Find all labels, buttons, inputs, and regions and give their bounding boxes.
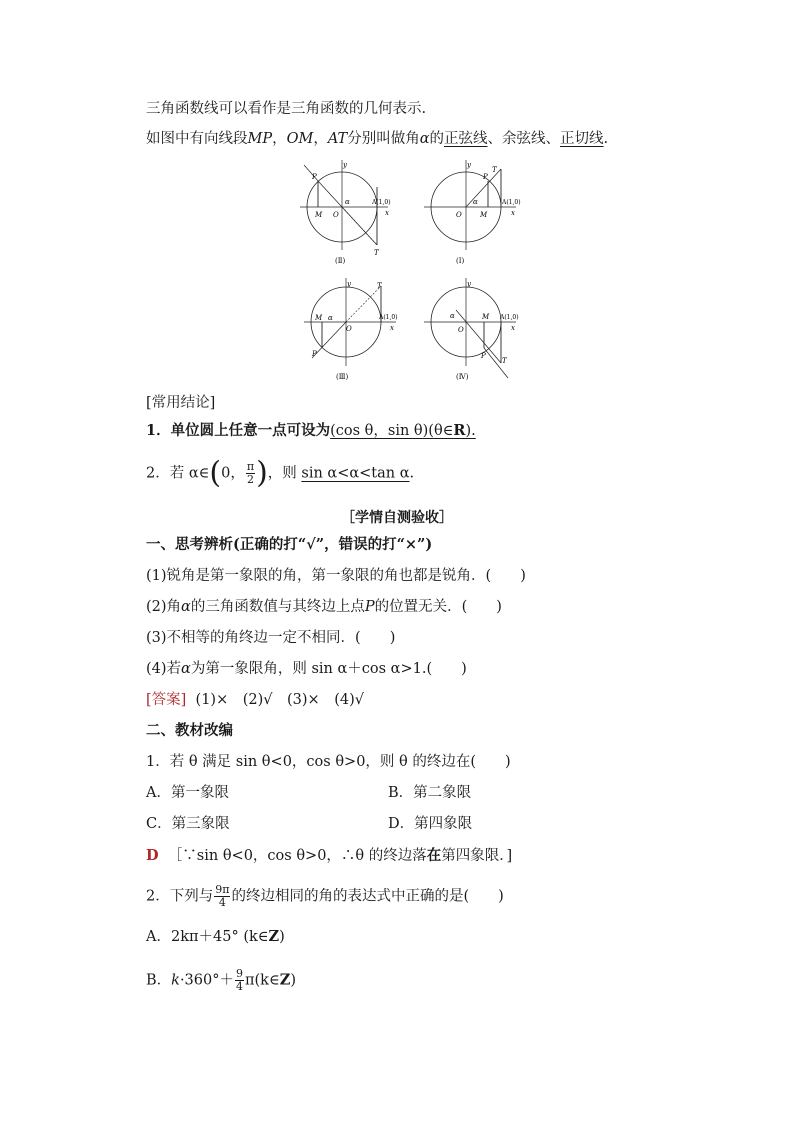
label-t: T (377, 282, 382, 290)
segment-at: AT (327, 131, 348, 147)
q2-text: 的三角函数值与其终边上点 (190, 599, 365, 615)
intro-text: 如图中有向线段 (146, 131, 248, 147)
caption-q3: (Ⅲ) (336, 373, 349, 381)
label-y: y (347, 280, 351, 288)
label-alpha: α (450, 312, 455, 320)
part1-heading: 一、思考辨析(正确的打“√”，错误的打“×”) (146, 536, 433, 553)
section-title: ［学情自测验收］ (341, 510, 453, 526)
separator: 、 (545, 131, 560, 147)
label-t: T (502, 357, 507, 365)
label-p: P (483, 173, 488, 181)
caption-q1: (Ⅰ) (456, 257, 465, 265)
k-symbol: k (171, 972, 180, 989)
conclusion-1 (146, 421, 476, 441)
label-m: M (482, 313, 490, 321)
figure-quadrant-4 (418, 278, 533, 390)
separator: 、 (487, 131, 502, 147)
part2-answer-1 (146, 846, 512, 866)
label-o: O (333, 211, 339, 219)
label-x: x (511, 209, 515, 217)
conclusion-1-end: ). (465, 423, 476, 439)
part1-question-4 (146, 659, 467, 679)
real-set-symbol: R (453, 422, 466, 439)
caption-q4: (Ⅳ) (456, 373, 469, 381)
label-alpha: α (328, 314, 333, 322)
segment-mp: MP (247, 131, 273, 147)
intro-line-2: 如图中有向线段MP，OM，AT分别叫做角α的正弦线、余弦线、正切线. (146, 131, 609, 147)
conclusion-2: 2．若 α∈(0， $\frac{\pi}{2}$ )，则 sin α<α<tan α. (146, 455, 415, 491)
part1-question-2 (146, 597, 502, 617)
answer-explanation-tail: 第四象限．] (441, 848, 513, 864)
label-a: A(1,0) (502, 199, 521, 206)
conclusions-heading: [常用结论] (146, 395, 216, 411)
q2-text: 的终边相同的角的表达式中正确的是( ) (231, 888, 504, 905)
part2-question-2 (146, 884, 504, 909)
fraction-pi-over-2: $\frac{\pi}{2}$ (246, 460, 255, 486)
label-a: A(1,0) (372, 199, 391, 206)
label-t: T (374, 249, 379, 257)
part1-question-3: (3)不相等的角终边一定不相同．( ) (146, 630, 396, 646)
option-b: B．第二象限 (388, 785, 472, 801)
option-c: C．第三象限 (146, 816, 230, 832)
option-a-end: ) (279, 929, 285, 945)
label-x: x (385, 209, 389, 217)
part2-option-b (146, 968, 296, 993)
integer-set-symbol: Z (268, 928, 280, 945)
conclusion-2-text: ，则 (267, 465, 297, 482)
q2-text: (2)角 (146, 599, 182, 615)
label-o: O (458, 326, 464, 334)
label-m: M (315, 314, 323, 322)
sine-line-term: 正弦线 (444, 131, 488, 147)
q2-text: 的位置无关．( ) (374, 599, 502, 615)
fraction-9-over-4: $\frac{9}{4}$ (236, 967, 243, 993)
alpha-symbol: α (181, 661, 191, 677)
option-a: A．第一象限 (146, 785, 229, 801)
label-alpha: α (473, 198, 478, 206)
label-p: P (481, 352, 486, 360)
label-a: A(1,0) (500, 314, 519, 321)
alpha-symbol: α (419, 131, 430, 147)
q2-text: 2．下列与 (146, 888, 214, 905)
period: . (409, 465, 415, 482)
label-x: x (511, 324, 515, 332)
label-o: O (346, 325, 352, 333)
integer-set-symbol: Z (279, 971, 291, 989)
answer-label: [答案] (146, 692, 187, 708)
q4-text: (4)若 (146, 661, 182, 677)
option-d: D．第四象限 (388, 816, 473, 832)
point-p: P (364, 599, 375, 615)
intro-text: 的 (429, 131, 444, 147)
intro-text: 分别叫做角 (347, 131, 420, 147)
part1-question-1: (1)锐角是第一象限的角，第一象限的角也都是锐角．( ) (146, 568, 526, 584)
tangent-line-term: 正切线 (560, 131, 604, 147)
q4-text: 为第一象限角，则 sin α＋cos α>1.( ) (190, 661, 467, 677)
option-b-text: ·360°＋ (179, 972, 234, 989)
answer-letter: D (146, 847, 159, 864)
label-p: P (312, 350, 317, 358)
intro-line-1: 三角函数线可以看作是三角函数的几何表示. (146, 101, 427, 117)
caption-q2: (Ⅱ) (335, 257, 346, 265)
part2-question-1: 1．若 θ 满足 sin θ<0，cos θ>0，则 θ 的终边在( ) (146, 754, 511, 770)
label-alpha: α (345, 198, 350, 206)
conclusion-2-text: 2．若 α∈ (146, 465, 210, 482)
fraction-9pi-over-4: $\frac{9\pi}{4}$ (215, 883, 230, 909)
inequality: sin α<α<tan α (301, 465, 410, 482)
answer-explanation-bold: 在 (426, 847, 442, 864)
conclusion-1-coord: (cos θ，sin θ)(θ∈ (330, 423, 454, 439)
answer-explanation: ［∵sin θ<0，cos θ>0，∴θ 的终边落 (167, 848, 427, 864)
label-y: y (467, 161, 471, 169)
period: . (603, 131, 609, 147)
label-o: O (456, 211, 462, 219)
option-b-end: ) (290, 972, 296, 989)
figure-quadrant-3 (298, 278, 408, 390)
option-a-text: A．2kπ＋45° (k∈ (146, 929, 269, 945)
option-b-text: B． (146, 972, 172, 989)
alpha-symbol: α (181, 599, 191, 615)
label-t: T (492, 166, 497, 174)
label-x: x (390, 324, 394, 332)
figure-quadrant-2 (290, 155, 400, 270)
label-y: y (467, 280, 471, 288)
segment-om: OM (286, 131, 314, 147)
part1-answer (146, 690, 364, 710)
label-p: P (312, 173, 317, 181)
cosine-line-term: 余弦线 (502, 131, 546, 147)
label-m: M (480, 211, 488, 219)
figure-quadrant-1 (418, 155, 533, 270)
label-a: A(1,0) (379, 314, 398, 321)
answer-text: (1)× (2)√ (3)× (4)√ (195, 692, 364, 708)
label-y: y (343, 161, 347, 169)
interval-start: 0， (221, 465, 245, 482)
option-b-text: π(k∈ (245, 972, 280, 989)
label-m: M (315, 211, 323, 219)
part2-heading: 二、教材改编 (146, 722, 233, 739)
part2-option-a (146, 927, 285, 947)
conclusion-1-text: 1．单位圆上任意一点可设为 (146, 422, 331, 439)
